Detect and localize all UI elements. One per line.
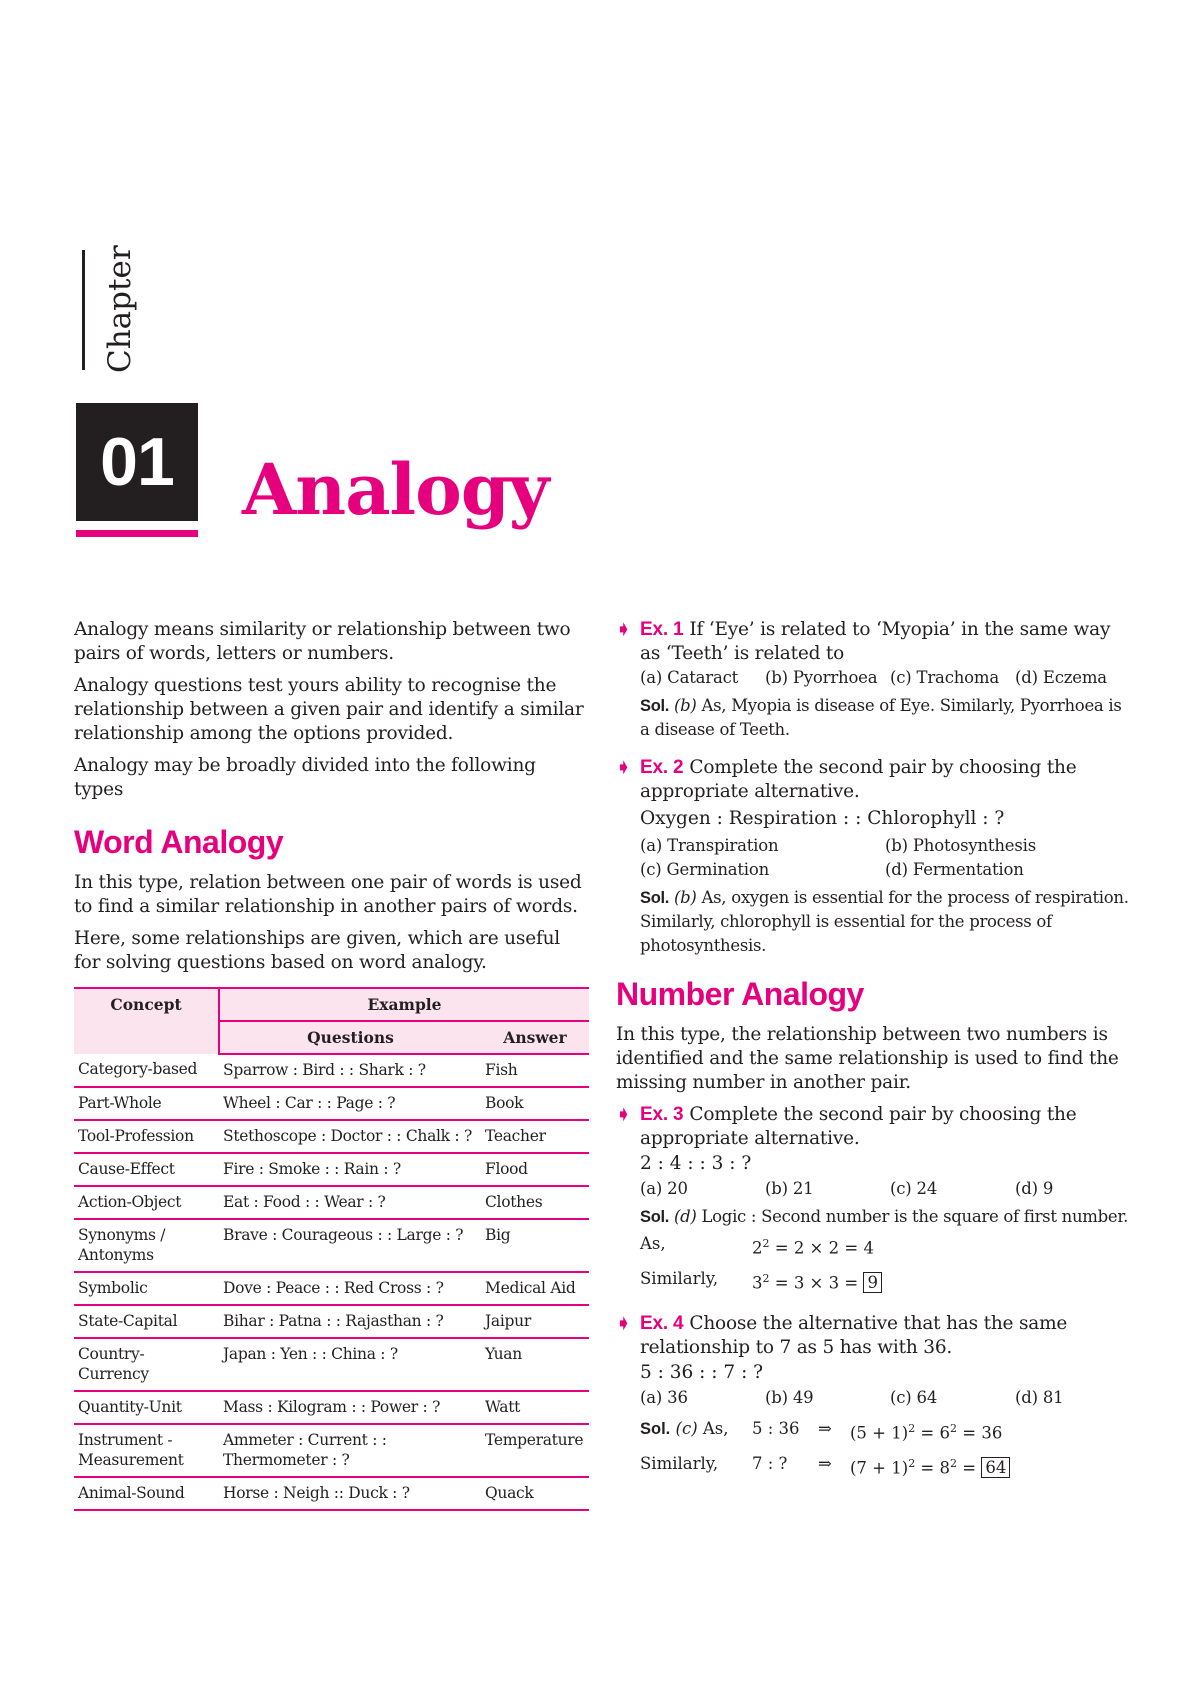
concept-cell: Country-Currency — [74, 1338, 219, 1391]
solution-choice: (c) — [675, 1419, 698, 1438]
arrow-icon: ➧ — [616, 1313, 632, 1334]
example-2-options — [640, 834, 1130, 882]
table-row — [74, 1391, 589, 1424]
answer-box: 64 — [981, 1457, 1010, 1478]
answer-cell: Fish — [481, 1054, 589, 1087]
example-4-options — [640, 1386, 1130, 1410]
option: (a) Cataract — [640, 668, 739, 687]
answer-cell: Flood — [481, 1153, 589, 1186]
calc-expression: $2^2 = 2 \times 2 = 4$ — [752, 1237, 874, 1258]
calc-expression: $(7 + 1)^2 = 8^2 = 64$ — [850, 1449, 1010, 1484]
answer-cell: Book — [481, 1087, 589, 1120]
calc-label: Similarly, — [640, 1268, 719, 1288]
example-2-question: Complete the second pair by choosing the appropriate alternative. — [640, 757, 1077, 802]
table-row — [74, 1186, 589, 1219]
concept-cell: Instrument - Measurement — [74, 1424, 219, 1477]
concept-cell: Quantity-Unit — [74, 1391, 219, 1424]
solution-label: Sol. — [640, 1208, 670, 1226]
option: (b) 21 — [765, 1179, 814, 1198]
example-2-solution — [640, 886, 1130, 958]
question-cell: Bihar : Patna : : Rajasthan : ? — [219, 1305, 481, 1338]
table-row — [74, 1087, 589, 1120]
chapter-label: Chapter — [102, 245, 138, 373]
chapter-title: Analogy — [242, 448, 549, 531]
header-concept: Concept — [74, 988, 219, 1054]
concept-cell: State-Capital — [74, 1305, 219, 1338]
concept-cell: Action-Object — [74, 1186, 219, 1219]
calc-label: As, — [640, 1234, 666, 1253]
table-row — [74, 1424, 589, 1477]
concept-cell: Cause-Effect — [74, 1153, 219, 1186]
solution-label: Sol. — [640, 889, 670, 907]
header-answer: Answer — [481, 1021, 589, 1054]
option: (b) Pyorrhoea — [765, 668, 878, 687]
answer-cell: Big — [481, 1219, 589, 1272]
chapter-underline — [76, 530, 198, 537]
left-column — [74, 618, 589, 1511]
example-2-label: Ex. 2 — [640, 757, 684, 778]
table-row — [74, 1120, 589, 1153]
implies-icon: ⇒ — [818, 1453, 832, 1473]
concept-cell: Part-Whole — [74, 1087, 219, 1120]
calc-label: As, — [702, 1419, 729, 1438]
table-row — [74, 1338, 589, 1391]
example-4-pair: 5 : 36 : : 7 : ? — [640, 1362, 764, 1383]
example-4 — [616, 1312, 1130, 1483]
implies-icon: ⇒ — [818, 1419, 832, 1438]
option: (a) 20 — [640, 1179, 688, 1198]
answer-cell: Clothes — [481, 1186, 589, 1219]
calc-pair: 5 : 36 — [752, 1419, 800, 1438]
header-example: Example — [219, 988, 589, 1021]
answer-cell: Jaipur — [481, 1305, 589, 1338]
option: (d) 9 — [1015, 1179, 1054, 1198]
example-3-label: Ex. 3 — [640, 1104, 684, 1125]
intro-paragraph-2: Analogy questions test yours ability to recognise the relationship between a given pair and identify a similar relationship among the options provided. — [74, 675, 584, 744]
example-1 — [616, 618, 1130, 742]
example-3-calc-2 — [640, 1264, 1130, 1299]
option: (d) Fermentation — [885, 860, 1024, 879]
answer-cell: Temperature — [481, 1424, 589, 1477]
option: (c) Germination — [640, 860, 770, 879]
answer-box: 9 — [863, 1272, 882, 1293]
concept-cell: Synonyms / Antonyms — [74, 1219, 219, 1272]
example-4-calc-1 — [640, 1414, 1130, 1449]
analogy-table-body — [74, 1054, 589, 1510]
answer-cell: Quack — [481, 1477, 589, 1510]
intro-paragraph-1: Analogy means similarity or relationship between two pairs of words, letters or numbers. — [74, 619, 571, 664]
calc-expression: $3^2 = 3 \times 3 = 9$ — [752, 1264, 882, 1299]
answer-cell: Yuan — [481, 1338, 589, 1391]
chapter-number-box — [76, 403, 198, 521]
example-2-pair: Oxygen : Respiration : : Chlorophyll : ? — [640, 808, 1005, 829]
question-cell: Fire : Smoke : : Rain : ? — [219, 1153, 481, 1186]
example-3-options — [640, 1177, 1130, 1201]
table-row — [74, 1305, 589, 1338]
question-cell: Wheel : Car : : Page : ? — [219, 1087, 481, 1120]
solution-choice: (b) — [674, 696, 697, 715]
right-column — [616, 618, 1130, 1497]
option: (b) 49 — [765, 1388, 814, 1407]
solution-text: Logic : Second number is the square of first number. — [701, 1207, 1129, 1226]
arrow-icon: ➧ — [616, 1104, 632, 1125]
table-row — [74, 1153, 589, 1186]
option: (c) 64 — [890, 1388, 938, 1407]
example-4-label: Ex. 4 — [640, 1313, 684, 1334]
question-cell: Japan : Yen : : China : ? — [219, 1338, 481, 1391]
example-3-pair: 2 : 4 : : 3 : ? — [640, 1153, 752, 1174]
solution-text: As, oxygen is essential for the process of respiration. Similarly, chlorophyll is essential for the process of photosynthesis. — [640, 888, 1129, 955]
example-3-solution — [640, 1205, 1130, 1229]
word-analogy-paragraph-1: In this type, relation between one pair of words is used to find a similar relationship in another pairs of words. — [74, 872, 582, 917]
example-3-calc-1 — [640, 1229, 1130, 1264]
solution-label: Sol. — [640, 697, 670, 715]
table-row — [74, 1272, 589, 1305]
option: (b) Photosynthesis — [885, 836, 1036, 855]
arrow-icon: ➧ — [616, 619, 632, 640]
word-analogy-heading: Word Analogy — [74, 824, 284, 860]
arrow-icon: ➧ — [616, 757, 632, 778]
answer-cell: Teacher — [481, 1120, 589, 1153]
question-cell: Stethoscope : Doctor : : Chalk : ? — [219, 1120, 481, 1153]
question-cell: Eat : Food : : Wear : ? — [219, 1186, 481, 1219]
example-1-options — [640, 666, 1130, 690]
number-analogy-paragraph: In this type, the relationship between two numbers is identified and the same relationship is used to find the missing number in another pair. — [616, 1024, 1119, 1093]
option: (c) 24 — [890, 1179, 938, 1198]
intro-paragraph-3: Analogy may be broadly divided into the following types — [74, 755, 536, 800]
option: (d) 81 — [1015, 1388, 1064, 1407]
question-cell: Ammeter : Current : : Thermometer : ? — [219, 1424, 481, 1477]
answer-cell: Medical Aid — [481, 1272, 589, 1305]
example-2 — [616, 756, 1130, 958]
question-cell: Dove : Peace : : Red Cross : ? — [219, 1272, 481, 1305]
word-analogy-paragraph-2: Here, some relationships are given, which are useful for solving questions based on word analogy. — [74, 928, 561, 973]
option: (d) Eczema — [1015, 668, 1107, 687]
option: (a) Transpiration — [640, 836, 779, 855]
question-cell: Mass : Kilogram : : Power : ? — [219, 1391, 481, 1424]
question-cell: Brave : Courageous : : Large : ? — [219, 1219, 481, 1272]
question-cell: Sparrow : Bird : : Shark : ? — [219, 1054, 481, 1087]
example-4-question: Choose the alternative that has the same relationship to 7 as 5 has with 36. — [640, 1313, 1068, 1358]
calc-expression: $(5 + 1)^2 = 6^2 = 36$ — [850, 1422, 1003, 1443]
analogy-relationship-table — [74, 987, 589, 1511]
answer-cell: Watt — [481, 1391, 589, 1424]
example-4-calc-2 — [640, 1449, 1130, 1484]
concept-cell: Tool-Profession — [74, 1120, 219, 1153]
concept-cell: Symbolic — [74, 1272, 219, 1305]
solution-text: As, Myopia is disease of Eye. Similarly, Pyorrhoea is a disease of Teeth. — [640, 696, 1122, 739]
option: (a) 36 — [640, 1388, 688, 1407]
number-analogy-heading: Number Analogy — [616, 976, 864, 1012]
header-questions: Questions — [219, 1021, 481, 1054]
example-1-label: Ex. 1 — [640, 619, 684, 640]
example-1-question: If ‘Eye’ is related to ‘Myopia’ in the same way as ‘Teeth’ is related to — [640, 619, 1111, 664]
question-cell: Horse : Neigh :: Duck : ? — [219, 1477, 481, 1510]
table-row — [74, 1219, 589, 1272]
calc-label: Similarly, — [640, 1453, 719, 1473]
example-3 — [616, 1103, 1130, 1298]
chapter-rule — [82, 250, 85, 370]
example-1-solution — [640, 694, 1130, 742]
concept-cell: Animal-Sound — [74, 1477, 219, 1510]
chapter-number: 01 — [100, 424, 174, 500]
table-row — [74, 1477, 589, 1510]
solution-choice: (b) — [674, 888, 697, 907]
table-row — [74, 1054, 589, 1087]
concept-cell: Category-based — [74, 1054, 219, 1087]
example-3-question: Complete the second pair by choosing the appropriate alternative. — [640, 1104, 1077, 1149]
solution-choice: (d) — [674, 1207, 697, 1226]
calc-pair: 7 : ? — [752, 1453, 788, 1473]
option: (c) Trachoma — [890, 668, 999, 687]
solution-label: Sol. — [640, 1420, 671, 1438]
